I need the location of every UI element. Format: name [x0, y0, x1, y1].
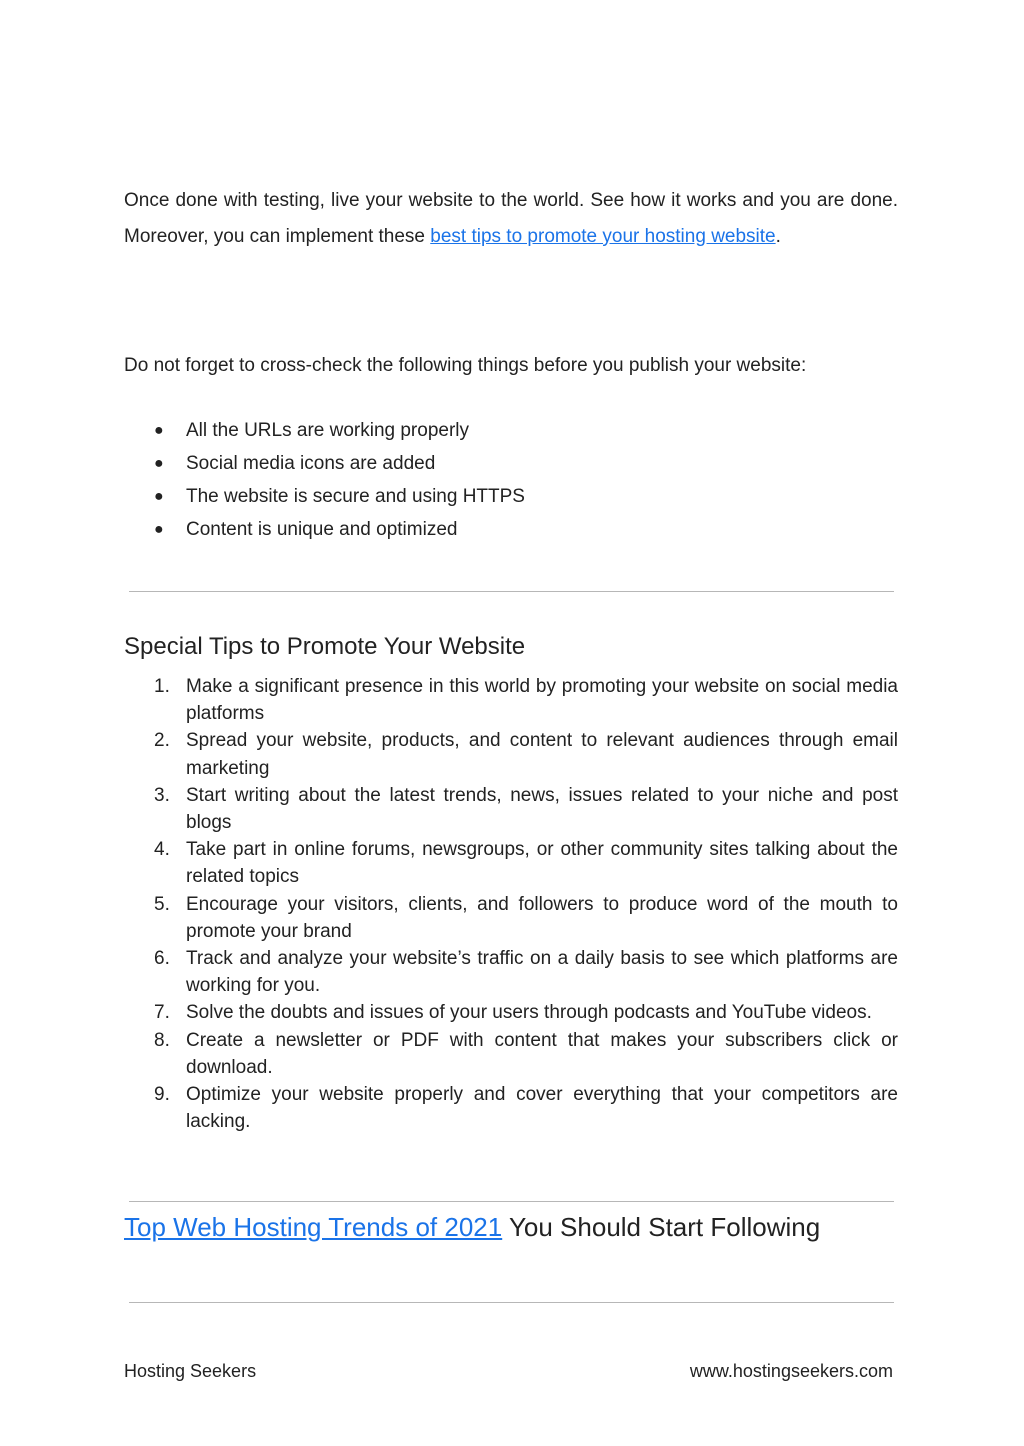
list-item: [150, 945, 898, 999]
list-number: 5.: [154, 893, 170, 915]
list-item: [150, 414, 898, 447]
trends-heading-text: You Should Start Following: [502, 1212, 821, 1242]
bullet-icon: ●: [154, 521, 164, 538]
list-item: [150, 836, 898, 890]
tips-heading: Special Tips to Promote Your Website: [124, 633, 526, 660]
divider: [129, 1201, 894, 1202]
list-item-text: Take part in online forums, newsgroups, or other community sites talking about the related topics: [186, 839, 898, 888]
list-number: 9.: [154, 1084, 170, 1106]
list-number: 4.: [154, 839, 170, 861]
list-item-text: The website is secure and using HTTPS: [186, 486, 525, 507]
list-item-text: Optimize your website properly and cover everything that your competitors are lacking.: [186, 1084, 898, 1133]
list-item-text: Spread your website, products, and content to relevant audiences through email marketing: [186, 730, 898, 779]
checklist: [150, 414, 898, 546]
list-number: 3.: [154, 784, 170, 806]
list-item: [150, 727, 898, 781]
list-item: [150, 1081, 898, 1135]
trends-heading: [124, 1211, 820, 1243]
divider: [129, 591, 894, 592]
intro-text: Once done with testing, live your website to the world. See how it works and you are done. Moreover, you can implement these: [124, 190, 898, 247]
bullet-icon: ●: [154, 455, 164, 472]
list-item: [150, 480, 898, 513]
list-item: [150, 891, 898, 945]
list-item-text: Track and analyze your website’s traffic on a daily basis to see which platforms are working for you.: [186, 948, 898, 997]
checklist-lead: Do not forget to cross-check the following things before you publish your website:: [124, 355, 807, 376]
trends-link[interactable]: Top Web Hosting Trends of 2021: [124, 1212, 503, 1242]
intro-paragraph: [124, 183, 898, 255]
footer-brand: Hosting Seekers: [124, 1361, 257, 1381]
list-number: 6.: [154, 948, 170, 970]
promote-tips-link[interactable]: best tips to promote your hosting website: [430, 226, 776, 247]
footer-url: www.hostingseekers.com: [689, 1361, 893, 1381]
list-item: [150, 513, 898, 546]
list-item-text: Solve the doubts and issues of your users through podcasts and YouTube videos.: [186, 1002, 872, 1024]
list-number: 2.: [154, 730, 170, 752]
list-item: [150, 673, 898, 727]
list-item: [150, 1027, 898, 1081]
list-item: [150, 782, 898, 836]
list-item: [150, 447, 898, 480]
intro-period: .: [775, 226, 781, 247]
bullet-icon: ●: [154, 488, 164, 505]
list-number: 1.: [154, 676, 170, 697]
divider: [129, 1302, 894, 1303]
bullet-icon: ●: [154, 422, 164, 439]
list-item-text: Create a newsletter or PDF with content that makes your subscribers click or download.: [186, 1029, 898, 1078]
list-item-text: Make a significant presence in this world by promoting your website on social media platforms: [186, 676, 898, 725]
tips-list: [150, 673, 898, 1135]
list-number: 8.: [154, 1029, 170, 1051]
list-item: [150, 999, 898, 1026]
list-item-text: Start writing about the latest trends, news, issues related to your niche and post blogs: [186, 784, 898, 834]
list-item-text: Social media icons are added: [186, 453, 436, 474]
list-item-text: Encourage your visitors, clients, and followers to produce word of the mouth to promote your brand: [186, 893, 898, 942]
list-item-text: All the URLs are working properly: [186, 420, 470, 441]
list-number: 7.: [154, 1002, 170, 1024]
list-item-text: Content is unique and optimized: [186, 519, 458, 540]
